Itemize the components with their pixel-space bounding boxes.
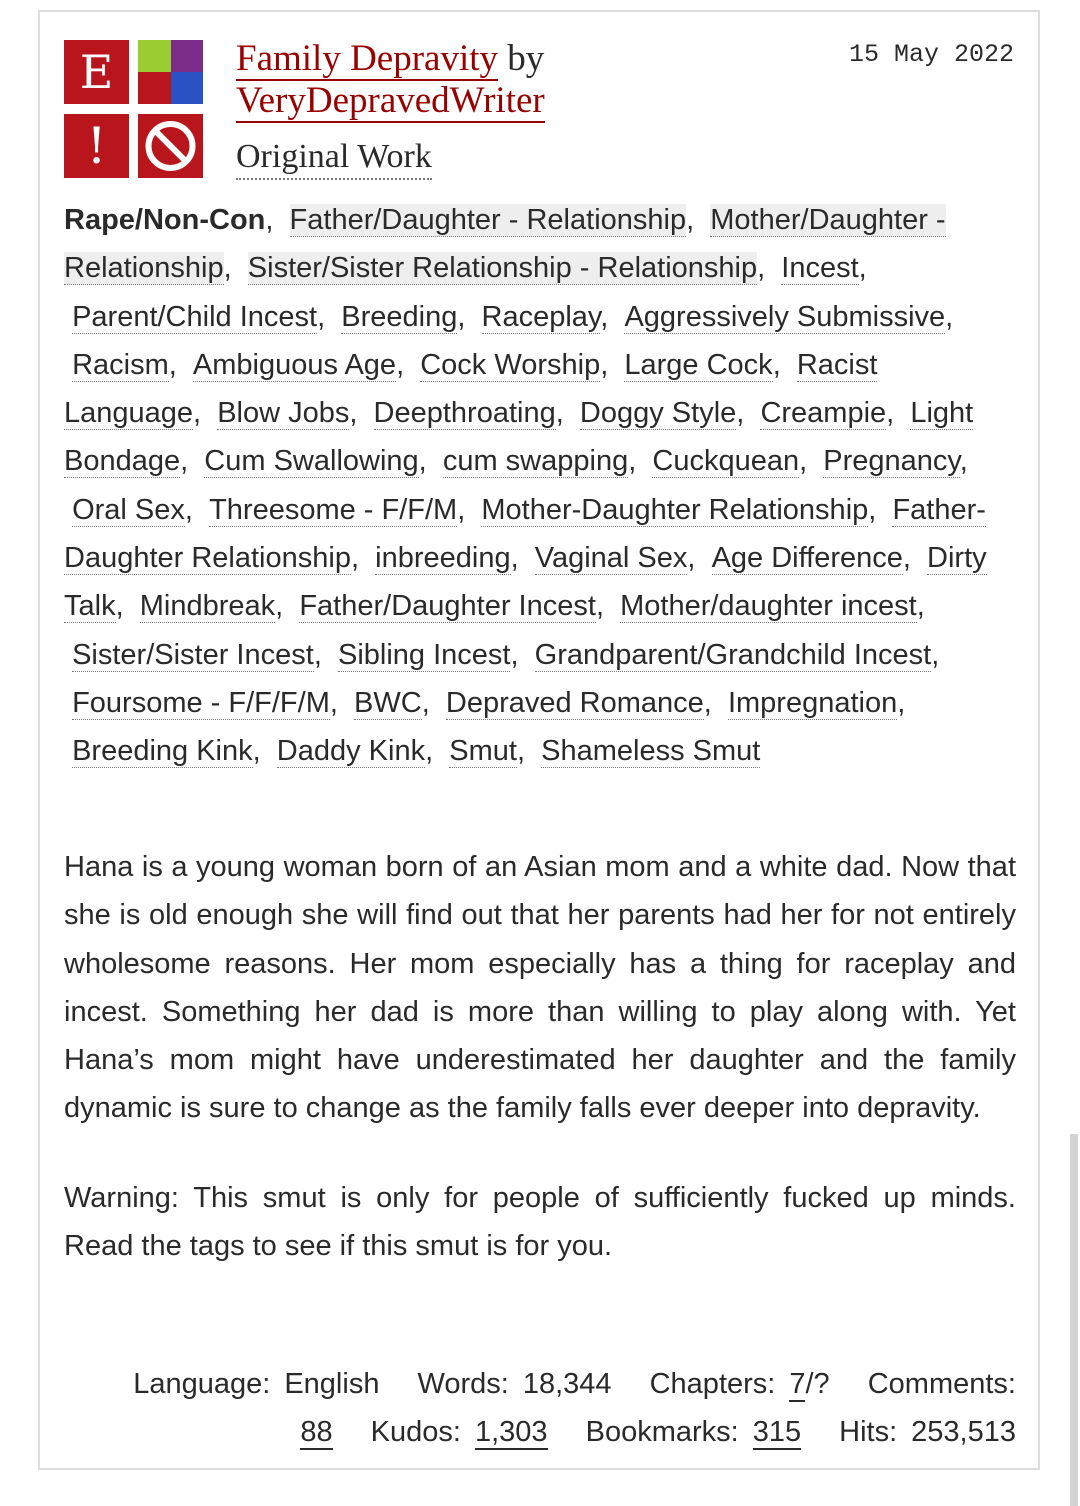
chapters-label: Chapters: [649, 1368, 776, 1400]
freeform-tag[interactable]: Mindbreak [139, 590, 276, 623]
freeform-tag[interactable]: Creampie [760, 397, 887, 430]
freeform-tag[interactable]: inbreeding [375, 542, 511, 575]
freeform-tag[interactable]: Parent/Child Incest [72, 300, 318, 333]
freeform-tag[interactable]: Threesome - F/F/M [209, 493, 458, 526]
freeform-tag[interactable]: Breeding [341, 300, 458, 333]
freeform-tag[interactable]: Impregnation [727, 686, 898, 719]
warning-tag[interactable]: Rape/Non-Con [64, 204, 266, 236]
freeform-tag[interactable]: Cum Swallowing [204, 445, 419, 478]
bookmarks-link[interactable]: 315 [752, 1416, 802, 1449]
comments-link[interactable]: 88 [300, 1416, 333, 1449]
freeform-tag[interactable]: Deepthroating [373, 397, 556, 430]
freeform-tag[interactable]: Racist Language [64, 348, 878, 430]
freeform-tag[interactable]: Depraved Romance [445, 686, 704, 719]
freeform-tag[interactable]: Vaginal Sex [534, 542, 688, 575]
warnings-apply-icon[interactable]: ! [64, 114, 129, 178]
by-text: by [507, 38, 545, 79]
comments-label: Comments: [867, 1368, 1016, 1400]
freeform-tag[interactable]: Father/Daughter Incest [299, 590, 596, 623]
kudos-link[interactable]: 1,303 [474, 1416, 548, 1449]
language-label: Language: [133, 1368, 271, 1400]
fandom-link[interactable]: Original Work [236, 136, 432, 180]
freeform-tag[interactable]: Ambiguous Age [192, 348, 397, 381]
kudos-label: Kudos: [370, 1416, 461, 1449]
summary [64, 843, 1016, 1311]
scrollbar[interactable] [1070, 1134, 1078, 1506]
freeform-tag[interactable]: Age Difference [711, 542, 903, 575]
freeform-tag[interactable]: Cock Worship [420, 348, 601, 381]
freeform-tag[interactable]: Sibling Incest [337, 638, 511, 671]
freeform-tag[interactable]: Father-Daughter Relationship [64, 493, 986, 575]
summary-warning-paragraph: Warning: This smut is only for people of sufficiently fucked up minds. Read the tags to see if this smut is for you. [64, 1181, 1016, 1263]
freeform-tag[interactable]: Daddy Kink [276, 735, 426, 768]
required-tags[interactable] [64, 40, 204, 178]
freeform-tag[interactable]: Light Bondage [64, 397, 974, 478]
work-title-link[interactable]: Family Depravity [236, 38, 499, 79]
work-heading [236, 38, 545, 122]
freeform-tag[interactable]: Cuckquean [652, 445, 800, 478]
work-stats [64, 1360, 1016, 1457]
freeform-tag[interactable]: Raceplay [481, 300, 601, 333]
freeform-tag[interactable]: Grandparent/Grandchild Incest [534, 638, 932, 671]
freeform-tag[interactable]: Large Cock [624, 348, 773, 381]
freeform-tag[interactable]: Racism [72, 348, 169, 381]
hits-label: Hits: [839, 1416, 898, 1449]
relationship-tag[interactable]: Father/Daughter - Relationship [289, 204, 687, 236]
freeform-tag[interactable]: Shameless Smut [541, 735, 761, 768]
freeform-tag[interactable]: Foursome - F/F/F/M [72, 686, 330, 719]
bookmarks-label: Bookmarks: [585, 1416, 739, 1449]
freeform-tag[interactable]: Blow Jobs [217, 397, 350, 430]
freeform-tag[interactable]: Doggy Style [579, 397, 737, 430]
tag-list: Rape/Non-Con, Father/Daughter - Relationship, Mother/Daughter - Relationship, Sister/Sister Relationship - Relationship, Incest, Parent/Child Incest, Breeding, Raceplay, Aggressively Submissive, Racism, Ambiguous Age, Cock Worship, Large Cock, Racist Language, Blow Jobs, Deepthroating, Doggy Style, Creampie, Light Bondage, Cum Swallowing, cum swapping, Cuckquean, Pregnancy, Oral Sex, Threesome - F/F/M, Mother-Daughter Relationship, Father-Daughter Relationship, inbreeding, Vaginal Sex, Age Difference, Dirty Talk, Mindbreak, Father/Daughter Incest, Mother/daughter incest, Sister/Sister Incest, Sibling Incest, Grandparent/Grandchild Incest, Foursome - F/F/F/M, BWC, Depraved Romance, Impregnation, Breeding Kink, Daddy Kink, Smut, Shameless Smut [64, 204, 987, 768]
chapters-total: /? [805, 1368, 830, 1400]
publish-date: 15 May 2022 [848, 40, 1014, 69]
freeform-tag[interactable]: Pregnancy [823, 445, 960, 478]
freeform-tag[interactable]: Smut [449, 735, 517, 768]
relationship-tag[interactable]: Mother/Daughter - Relationship [64, 204, 946, 285]
freeform-tag[interactable]: Incest [781, 252, 859, 285]
author-link[interactable]: VeryDepravedWriter [236, 80, 545, 121]
explicit-rating-icon[interactable]: E [64, 40, 129, 104]
language-value: English [284, 1368, 380, 1400]
freeform-tag[interactable]: Breeding Kink [72, 735, 253, 768]
words-label: Words: [417, 1368, 509, 1400]
freeform-tag[interactable]: Mother/daughter incest [620, 590, 917, 623]
freeform-tag[interactable]: Sister/Sister Incest [72, 638, 314, 671]
relationship-tag[interactable]: Sister/Sister Relationship - Relationship [247, 252, 758, 285]
freeform-tag[interactable]: Mother-Daughter Relationship [481, 493, 869, 526]
freeform-tag[interactable]: Oral Sex [72, 493, 185, 526]
freeform-tag[interactable]: Dirty Talk [64, 542, 987, 623]
summary-paragraph: Hana is a young woman born of an Asian mom and a white dad. Now that she is old enough she will find out that her parents had her for not entirely wholesome reasons. Her mom especially has a thing for raceplay and incest. Something her dad is more than willing to play along with. Yet Hana’s mom might have underestimated her daughter and the family dynamic is sure to change as the family falls ever deeper into depravity. [64, 851, 1016, 1125]
freeform-tag[interactable]: BWC [354, 686, 422, 719]
multi-category-icon[interactable] [138, 40, 203, 104]
freeform-tag[interactable]: Aggressively Submissive [624, 300, 946, 333]
freeform-tag[interactable]: cum swapping [442, 445, 629, 478]
choose-not-to-warn-icon[interactable] [138, 114, 203, 178]
hits-value: 253,513 [911, 1416, 1016, 1449]
chapters-link[interactable]: 7 [789, 1368, 806, 1400]
words-value: 18,344 [522, 1368, 612, 1400]
